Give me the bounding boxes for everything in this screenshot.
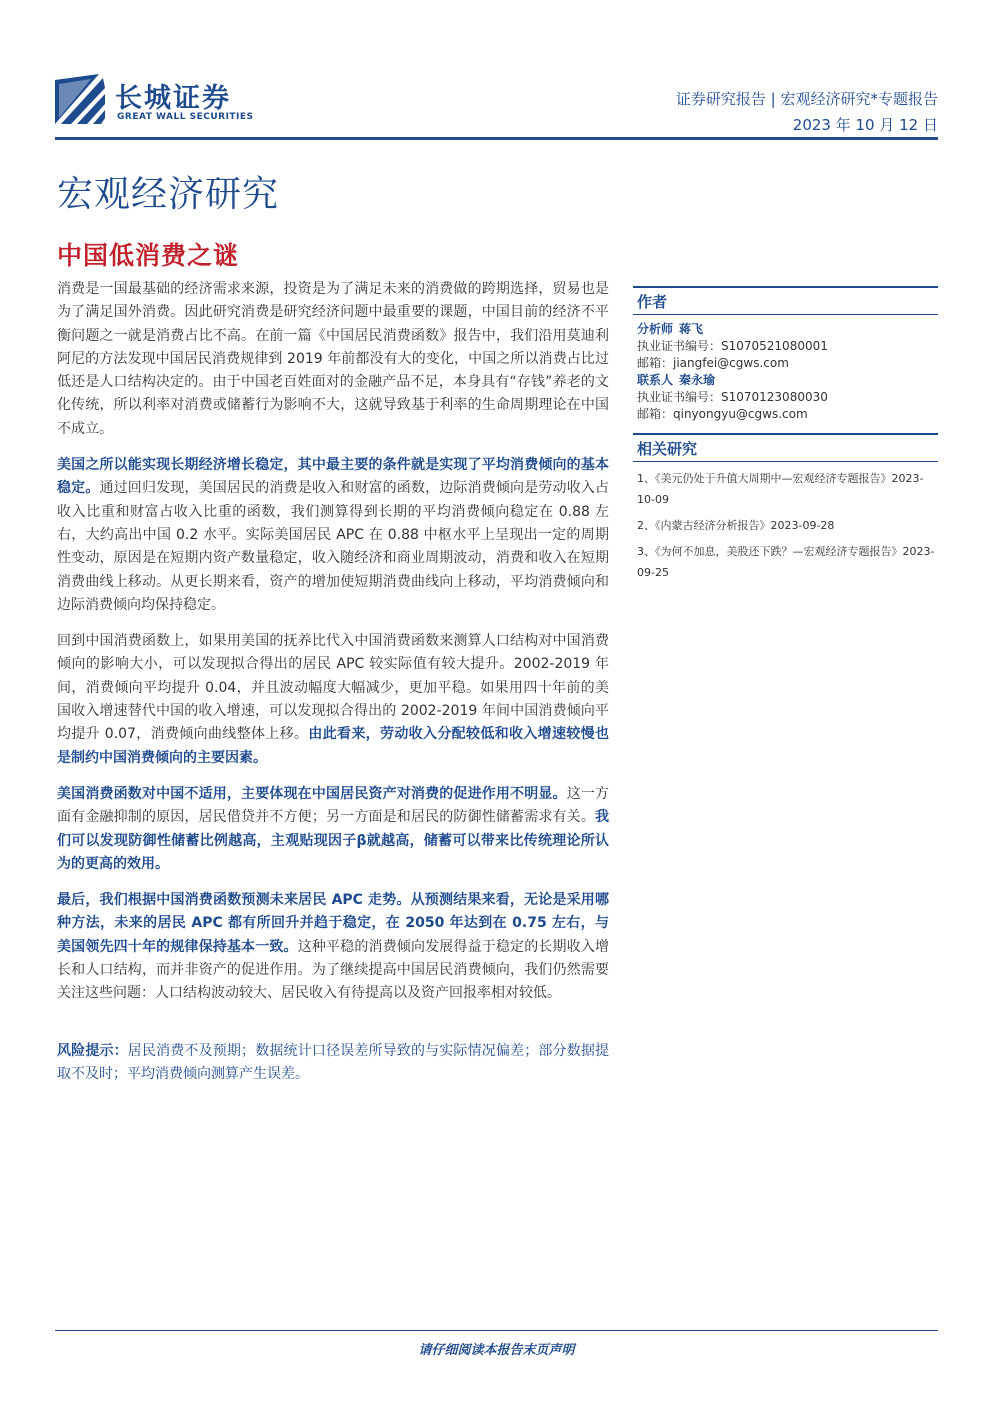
related-research-item[interactable]: 2、《内蒙古经济分析报告》2023-09-28	[637, 519, 835, 532]
report-title: 中国低消费之谜	[57, 241, 240, 270]
paragraph-3-highlight: 由此看来，劳动收入分配较低和收入增速较慢也是制约中国消费倾向的主要因素。	[57, 726, 610, 766]
related-research-item[interactable]: 3、《为何不加息，美股还下跌？—宏观经济专题报告》2023-09-25	[637, 545, 935, 579]
author-role: 分析师	[637, 322, 674, 336]
author-cert: 执业证书编号：S1070521080001	[637, 339, 828, 353]
paragraph-4-text: 这一方面有金融抑制的原因，居民借贷并不方便；另一方面是和居民的防御性储蓄需求有关。	[57, 785, 610, 826]
paragraph-4	[57, 783, 609, 876]
paragraph-4-highlight-1: 美国消费函数对中国不适用，主要体现在中国居民资产对消费的促进作用不明显。	[57, 785, 567, 802]
paragraph-5	[57, 889, 609, 1005]
header-divider	[55, 137, 938, 140]
authors-heading: 作者	[633, 286, 938, 315]
paragraph-2-text: 通过回归发现，美国居民的消费是收入和财富的函数，边际消费倾向是劳动收入占收入比重和财富占收入比重的函数，我们测算得到长期的平均消费倾向稳定在 0.88 左右，大约高出中国 0.2 水平。实际美国居民 APC 在 0.88 中枢水平上呈现出一定的周期性变动，原因是在短期内资产数量稳定，收入随经济和商业周期波动，消费和收入在短期消费曲线上移动。从更长期来看，资产的增加使短期消费曲线向上移动，平均消费倾向和边际消费倾向均保持稳定。	[57, 480, 610, 613]
author-email: 邮箱：jiangfei@cgws.com	[637, 356, 789, 370]
author-2	[633, 372, 938, 423]
related-research-heading: 相关研究	[633, 433, 938, 462]
report-type: 证券研究报告 | 宏观经济研究*专题报告	[675, 90, 938, 108]
report-category-title: 宏观经济研究	[57, 174, 280, 215]
paragraph-2-highlight: 美国之所以能实现长期经济增长稳定，其中最主要的条件就是实现了平均消费倾向的基本稳定。	[57, 457, 609, 497]
report-date: 2023 年 10 月 12 日	[792, 116, 938, 134]
risk-warning-label: 风险提示：	[57, 1042, 128, 1059]
brand-name-en: GREAT WALL SECURITIES	[117, 112, 254, 122]
author-email: 邮箱：qinyongyu@cgws.com	[637, 407, 808, 421]
risk-warning-text: 居民消费不及预期；数据统计口径误差所导致的与实际情况偏差；部分数据提取不及时；平均消费倾向测算产生误差。	[57, 1042, 610, 1082]
paragraph-5-text: 这种平稳的消费倾向发展得益于稳定的长期收入增长和人口结构，而并非资产的促进作用。为了继续提高中国居民消费倾向，我们仍然需要关注这些问题：人口结构波动较大、居民收入有待提高以及资产回报率相对较低。	[57, 938, 610, 1002]
sidebar	[633, 286, 938, 588]
author-role: 联系人	[637, 373, 674, 387]
related-research-item[interactable]: 1、《美元仍处于升值大周期中—宏观经济专题报告》2023-10-09	[637, 472, 924, 506]
paragraph-2	[57, 454, 609, 617]
paragraph-3-text: 回到中国消费函数上，如果用美国的抚养比代入中国消费函数来测算人口结构对中国消费倾向的影响大小，可以发现拟合得出的居民 APC 较实际值有较大提升。2002-2019 年间，消费倾向平均提升 0.04，并且波动幅度大幅减少，更加平稳。如果用四十年前的美国收入增速替代中国的收入增速，可以发现拟合得出的 2002-2019 年间中国消费倾向平均提升 0.07，消费倾向曲线整体上移。	[57, 633, 609, 743]
paragraph-5-highlight: 最后，我们根据中国消费函数预测未来居民 APC 走势。从预测结果来看，无论是采用哪种方法，未来的居民 APC 都有所回升并趋于稳定，在 2050 年达到在 0.75 左右，与美国领先四十年的规律保持基本一致。	[57, 892, 609, 955]
author-name: 蒋飞	[679, 322, 704, 336]
paragraph-3	[57, 630, 609, 770]
author-cert: 执业证书编号：S1070123080030	[637, 390, 828, 404]
author-1	[633, 321, 938, 372]
risk-warning	[57, 1040, 609, 1087]
page-header	[55, 74, 938, 144]
great-wall-logo-icon	[55, 74, 105, 124]
paragraph-4-highlight-2: 我们可以发现防御性储蓄比例越高，主观贴现因子β就越高，储蓄可以带来比传统理论所认为的更高的效用。	[57, 809, 609, 872]
report-body	[57, 278, 609, 1099]
brand-name-cn: 长城证券	[115, 83, 231, 114]
author-name: 秦永瑜	[679, 373, 716, 387]
paragraph-1: 消费是一国最基础的经济需求来源，投资是为了满足未来的消费做的跨期选择，贸易也是为了满足国外消费。因此研究消费是研究经济问题中最重要的课题，中国目前的经济不平衡问题之一就是消费占比不高。在前一篇《中国居民消费函数》报告中，我们沿用莫迪利阿尼的方法发现中国居民消费规律到 2019 年前都没有大的变化，中国之所以消费占比过低还是人口结构决定的。由于中国老百姓面对的金融产品不足，本身具有“存钱”养老的文化传统，所以利率对消费或储蓄行为影响不大，这就导致基于利率的生命周期理论在中国不成立。	[57, 281, 609, 437]
footer-disclaimer: 请仔细阅读本报告末页声明	[418, 1343, 575, 1358]
footer-divider	[55, 1330, 938, 1331]
